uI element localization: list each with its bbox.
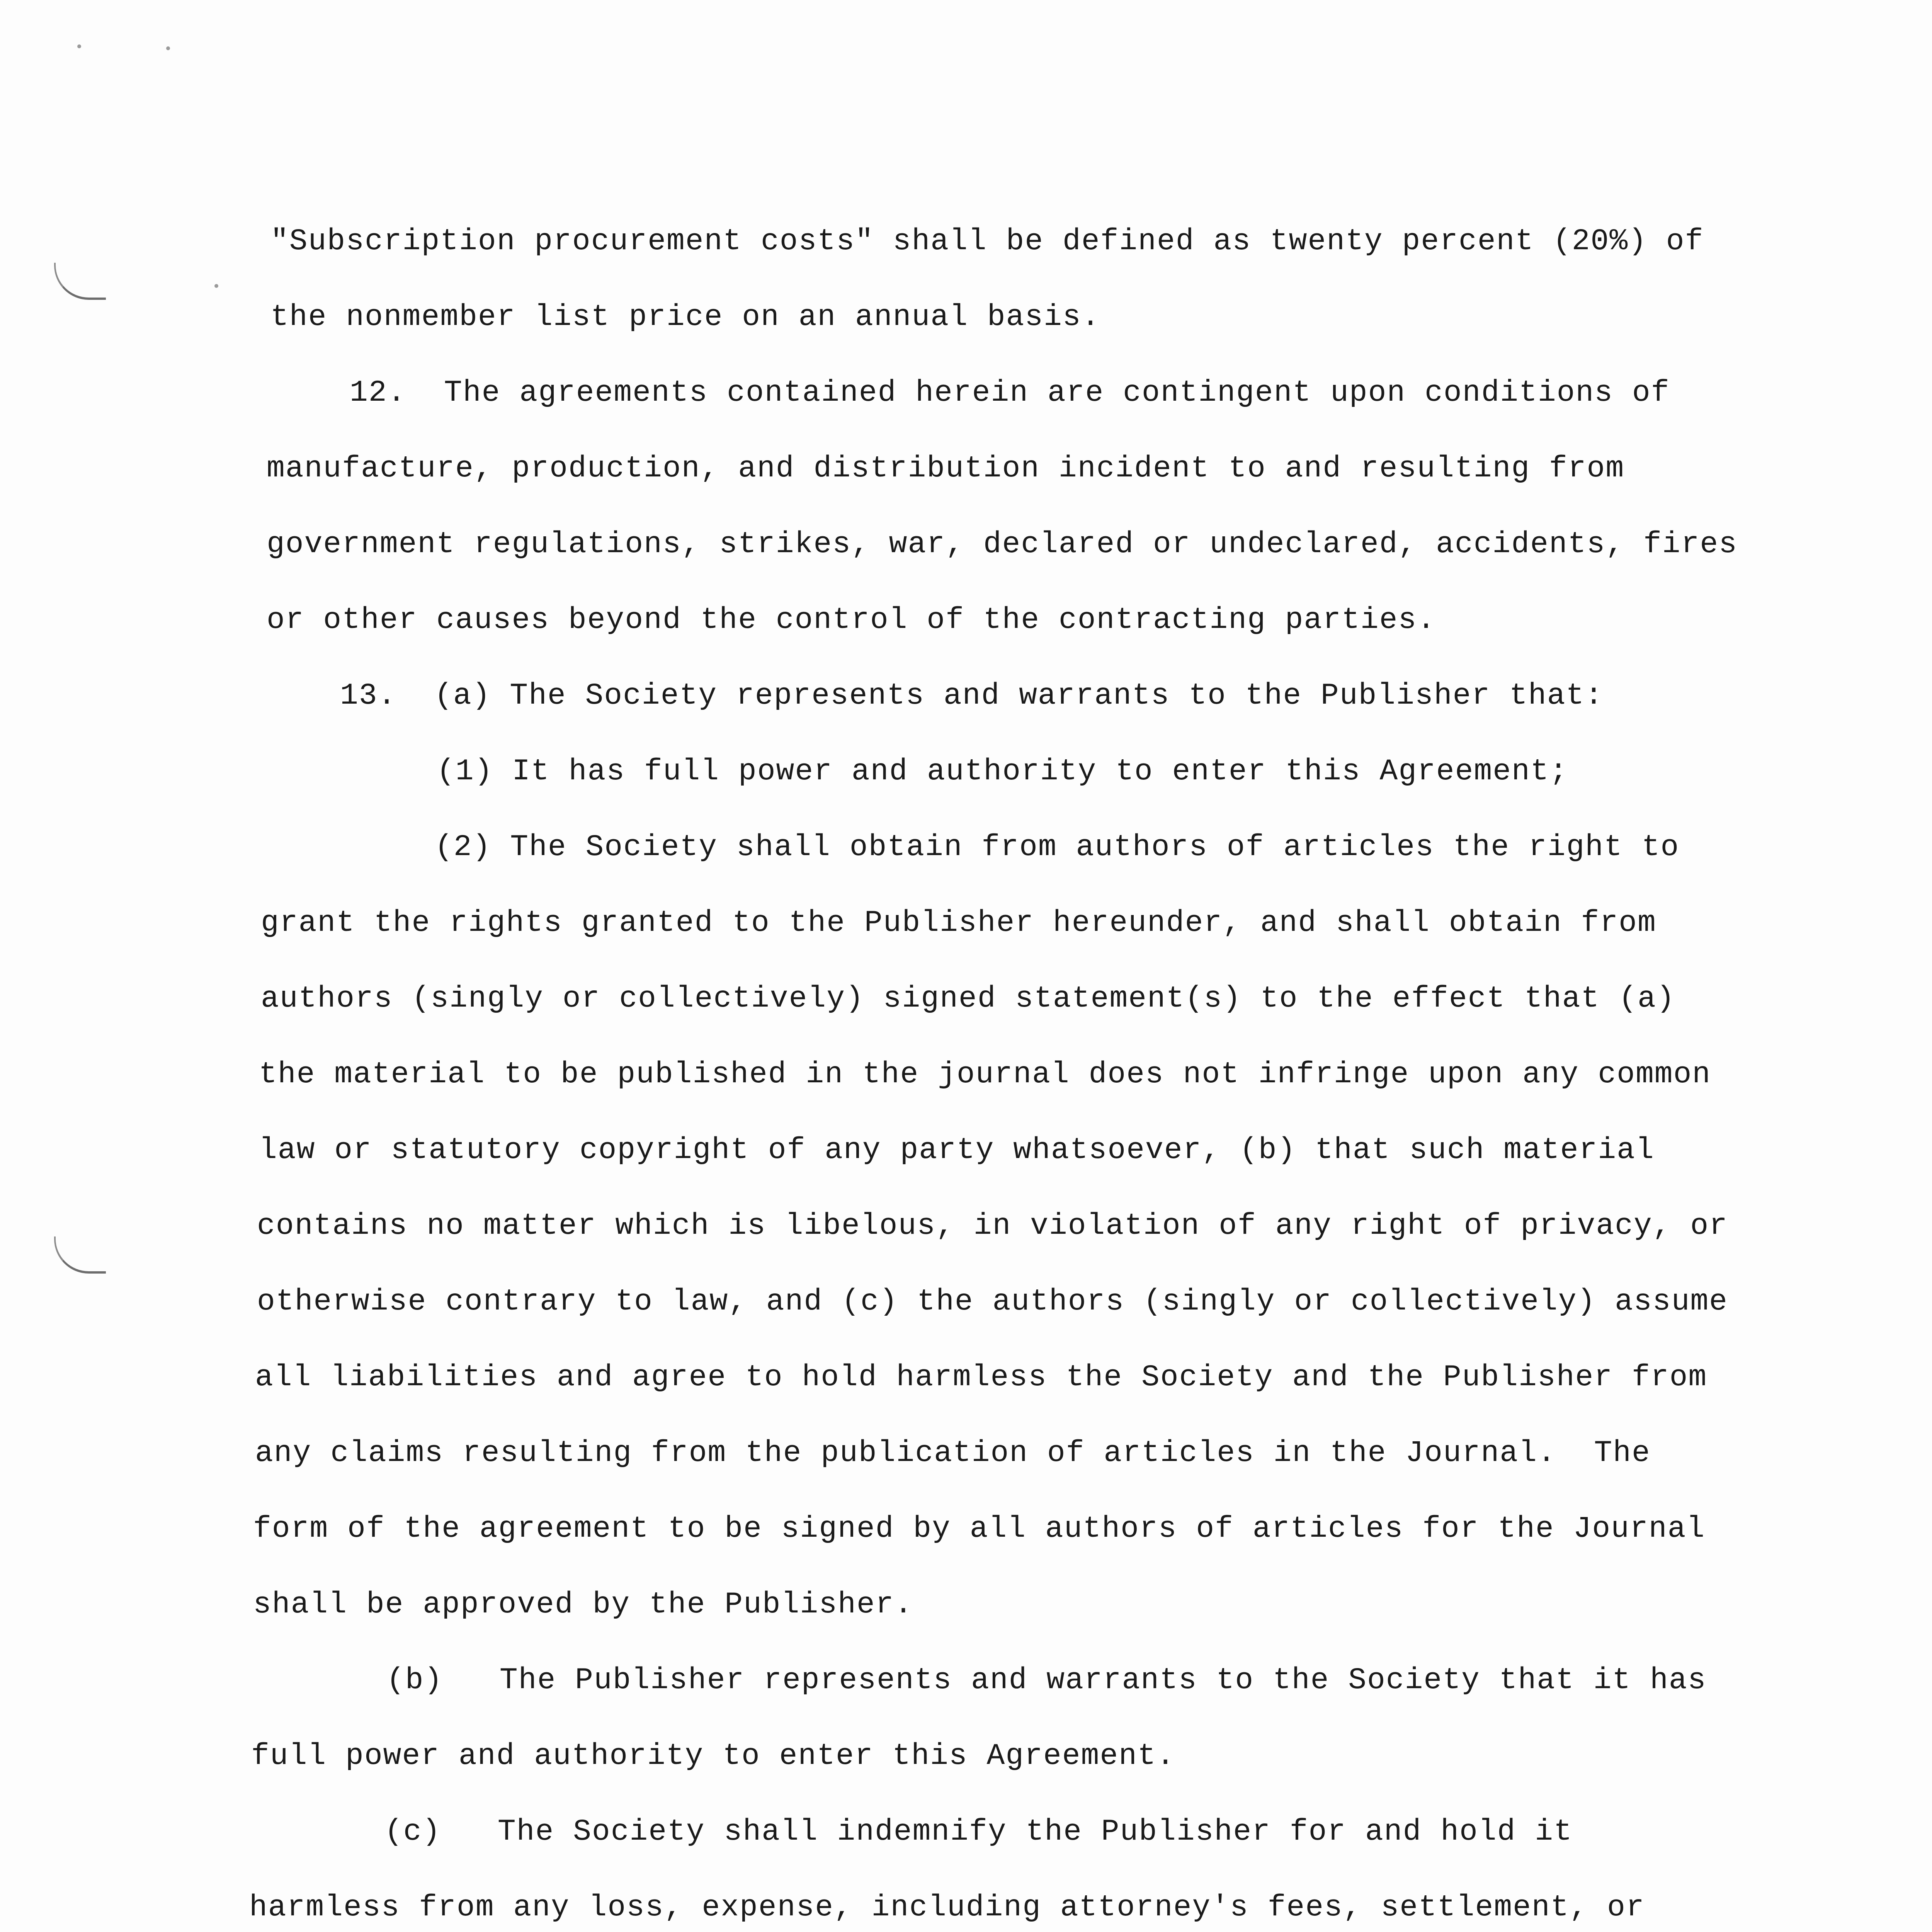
- punch-hole-mark: [54, 263, 106, 300]
- text-line: or other causes beyond the control of the contracting parties.: [267, 603, 1436, 637]
- text-line: any claims resulting from the publication of articles in the Journal. The: [255, 1436, 1651, 1470]
- scan-speck: [166, 46, 170, 50]
- text-line: (2) The Society shall obtain from authors of articles the right to: [435, 830, 1680, 864]
- text-line: contains no matter which is libelous, in violation of any right of privacy, or: [257, 1209, 1728, 1243]
- text-line: form of the agreement to be signed by all authors of articles for the Journal: [253, 1512, 1706, 1546]
- text-line: harmless from any loss, expense, including attorney's fees, settlement, or: [249, 1891, 1645, 1925]
- text-line: shall be approved by the Publisher.: [253, 1588, 913, 1622]
- text-line: authors (singly or collectively) signed statement(s) to the effect that (a): [261, 982, 1675, 1016]
- text-line: (1) It has full power and authority to enter this Agreement;: [437, 755, 1568, 789]
- text-line: 12. The agreements contained herein are contingent upon conditions of: [350, 376, 1670, 410]
- text-line: the material to be published in the journal does not infringe upon any common: [259, 1058, 1711, 1092]
- text-line: all liabilities and agree to hold harmless the Society and the Publisher from: [255, 1361, 1708, 1395]
- text-line: (c) The Society shall indemnify the Publisher for and hold it: [384, 1815, 1573, 1849]
- text-line: government regulations, strikes, war, declared or undeclared, accidents, fires: [267, 527, 1738, 561]
- scan-speck: [77, 44, 81, 48]
- text-line: grant the rights granted to the Publisher hereunder, and shall obtain from: [261, 906, 1656, 940]
- text-line: (b) The Publisher represents and warrants to the Society that it has: [386, 1663, 1707, 1697]
- text-line: the nonmember list price on an annual basis.: [270, 300, 1100, 334]
- text-line: 13. (a) The Society represents and warrants to the Publisher that:: [340, 679, 1604, 713]
- text-line: "Subscription procurement costs" shall be defined as twenty percent (20%) of: [270, 224, 1704, 259]
- text-line: full power and authority to enter this Agreement.: [251, 1739, 1175, 1773]
- punch-hole-mark: [54, 1236, 106, 1274]
- text-line: manufacture, production, and distribution incident to and resulting from: [267, 452, 1625, 486]
- text-line: otherwise contrary to law, and (c) the authors (singly or collectively) assume: [257, 1285, 1728, 1319]
- text-line: law or statutory copyright of any party whatsoever, (b) that such material: [259, 1133, 1655, 1167]
- scan-speck: [214, 284, 218, 288]
